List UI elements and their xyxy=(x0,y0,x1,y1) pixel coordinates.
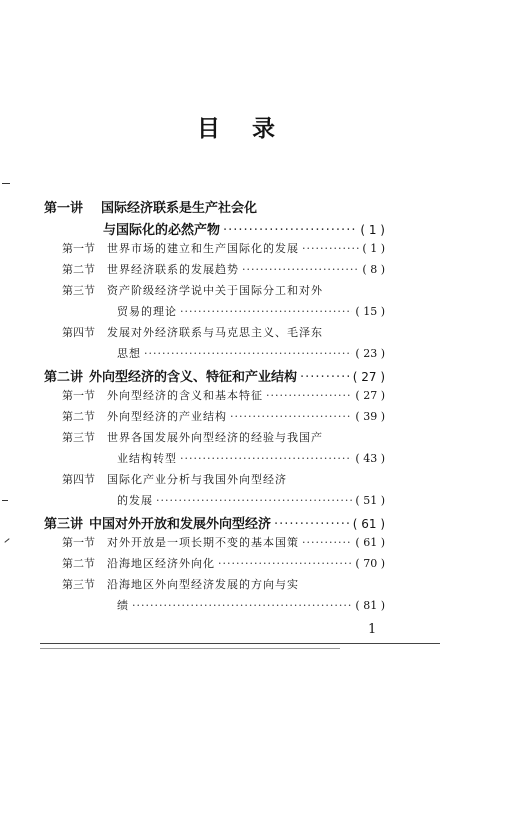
toc-lecture-1-cont[interactable] xyxy=(103,219,385,239)
toc-section[interactable] xyxy=(62,534,385,554)
toc-title: 沿海地区外向型经济发展的方向与实 xyxy=(107,578,299,591)
toc-title: 发展对外经济联系与马克思主义、毛泽东 xyxy=(107,326,323,339)
toc-lecture-2[interactable] xyxy=(44,366,385,386)
toc-title: 沿海地区经济外向化 xyxy=(107,557,215,570)
page-title: 目录 xyxy=(197,115,307,142)
toc-page: ( 27 ) xyxy=(352,370,385,384)
toc-page: ( 61 ) xyxy=(355,536,385,549)
toc-page: ( 70 ) xyxy=(355,557,385,570)
toc-number: 第一节 xyxy=(62,242,95,255)
toc-title-continuation: 贸易的理论 xyxy=(117,305,177,318)
toc-number: 第二节 xyxy=(62,263,95,276)
toc-leader xyxy=(242,263,359,276)
toc-number: 第三节 xyxy=(62,578,95,591)
toc-section[interactable] xyxy=(62,261,385,281)
toc-leader xyxy=(223,223,357,238)
toc-page: ( 27 ) xyxy=(355,389,385,402)
toc-section-cont[interactable] xyxy=(117,450,385,470)
toc-section[interactable] xyxy=(62,576,392,596)
toc-number: 第二讲 xyxy=(44,370,84,385)
toc-number: 第四节 xyxy=(62,473,95,486)
toc-section-cont[interactable] xyxy=(117,492,385,512)
toc-section[interactable] xyxy=(62,240,385,260)
toc-number: 第三节 xyxy=(62,431,95,444)
toc-title: 世界各国发展外向型经济的经验与我国产 xyxy=(107,431,323,444)
toc-title: 外向型经济的产业结构 xyxy=(107,410,227,423)
toc-leader xyxy=(302,536,352,549)
toc-title-continuation: 思想 xyxy=(117,347,141,360)
toc-section-cont[interactable] xyxy=(117,345,385,365)
toc-title: 国际化产业分析与我国外向型经济 xyxy=(107,473,287,486)
toc-page: ( 43 ) xyxy=(355,452,385,465)
toc-section[interactable] xyxy=(62,555,385,575)
toc-number: 第三讲 xyxy=(44,517,84,532)
toc-title: 中国对外开放和发展外向型经济 xyxy=(89,517,272,532)
toc-page: ( 15 ) xyxy=(355,305,385,318)
toc-number: 第二节 xyxy=(62,410,95,423)
toc-leader xyxy=(266,389,352,402)
page-number: 1 xyxy=(368,622,377,637)
toc-section[interactable] xyxy=(62,471,392,491)
toc-title: 世界市场的建立和生产国际化的发展 xyxy=(107,242,299,255)
toc-leader xyxy=(230,410,352,423)
toc-leader xyxy=(132,599,352,612)
toc-section-cont[interactable] xyxy=(117,303,385,323)
toc-title: 外向型经济的含义、特征和产业结构 xyxy=(89,370,298,385)
toc-title-continuation: 业结构转型 xyxy=(117,452,177,465)
toc-leader xyxy=(302,242,359,255)
toc-page: ( 39 ) xyxy=(355,410,385,423)
toc-page: ( 1 ) xyxy=(362,242,385,255)
toc-number: 第一节 xyxy=(62,389,95,402)
toc-title: 国际经济联系是生产社会化 xyxy=(101,201,258,216)
toc-title: 对外开放是一项长期不变的基本国策 xyxy=(107,536,299,549)
toc-lecture-1[interactable] xyxy=(44,197,374,217)
toc-page: ( 23 ) xyxy=(355,347,385,360)
toc-leader xyxy=(300,370,350,385)
toc-number: 第一讲 xyxy=(44,201,84,216)
scan-mark xyxy=(2,183,10,184)
toc-number: 第一节 xyxy=(62,536,95,549)
toc-page: ( 81 ) xyxy=(355,599,385,612)
bottom-rule xyxy=(40,643,440,644)
toc-section[interactable] xyxy=(62,324,392,344)
toc-leader xyxy=(218,557,352,570)
toc-number: 第四节 xyxy=(62,326,95,339)
toc-leader xyxy=(180,452,352,465)
scan-mark xyxy=(2,500,8,501)
toc-section[interactable] xyxy=(62,282,392,302)
toc-number: 第三节 xyxy=(62,284,95,297)
toc-page: ( 8 ) xyxy=(362,263,385,276)
toc-title-continuation: 绩 xyxy=(117,599,129,612)
toc-title-continuation: 与国际化的必然产物 xyxy=(103,223,221,238)
toc-title: 资产阶级经济学说中关于国际分工和对外 xyxy=(107,284,323,297)
toc-leader xyxy=(156,494,352,507)
toc-leader xyxy=(180,305,352,318)
toc-section-cont[interactable] xyxy=(117,597,385,617)
toc-title-continuation: 的发展 xyxy=(117,494,153,507)
toc-leader xyxy=(274,517,350,532)
toc-page: ( 51 ) xyxy=(355,494,385,507)
bottom-rule-secondary xyxy=(40,648,340,649)
toc-number: 第二节 xyxy=(62,557,95,570)
toc-section[interactable] xyxy=(62,387,385,407)
toc-section[interactable] xyxy=(62,408,385,428)
toc-title: 外向型经济的含义和基本特征 xyxy=(107,389,263,402)
toc-section[interactable] xyxy=(62,429,392,449)
toc-title: 世界经济联系的发展趋势 xyxy=(107,263,239,276)
toc-page: ( 1 ) xyxy=(360,223,385,237)
toc-page: ( 61 ) xyxy=(352,517,385,531)
toc-lecture-3[interactable] xyxy=(44,513,385,533)
toc-leader xyxy=(144,347,352,360)
